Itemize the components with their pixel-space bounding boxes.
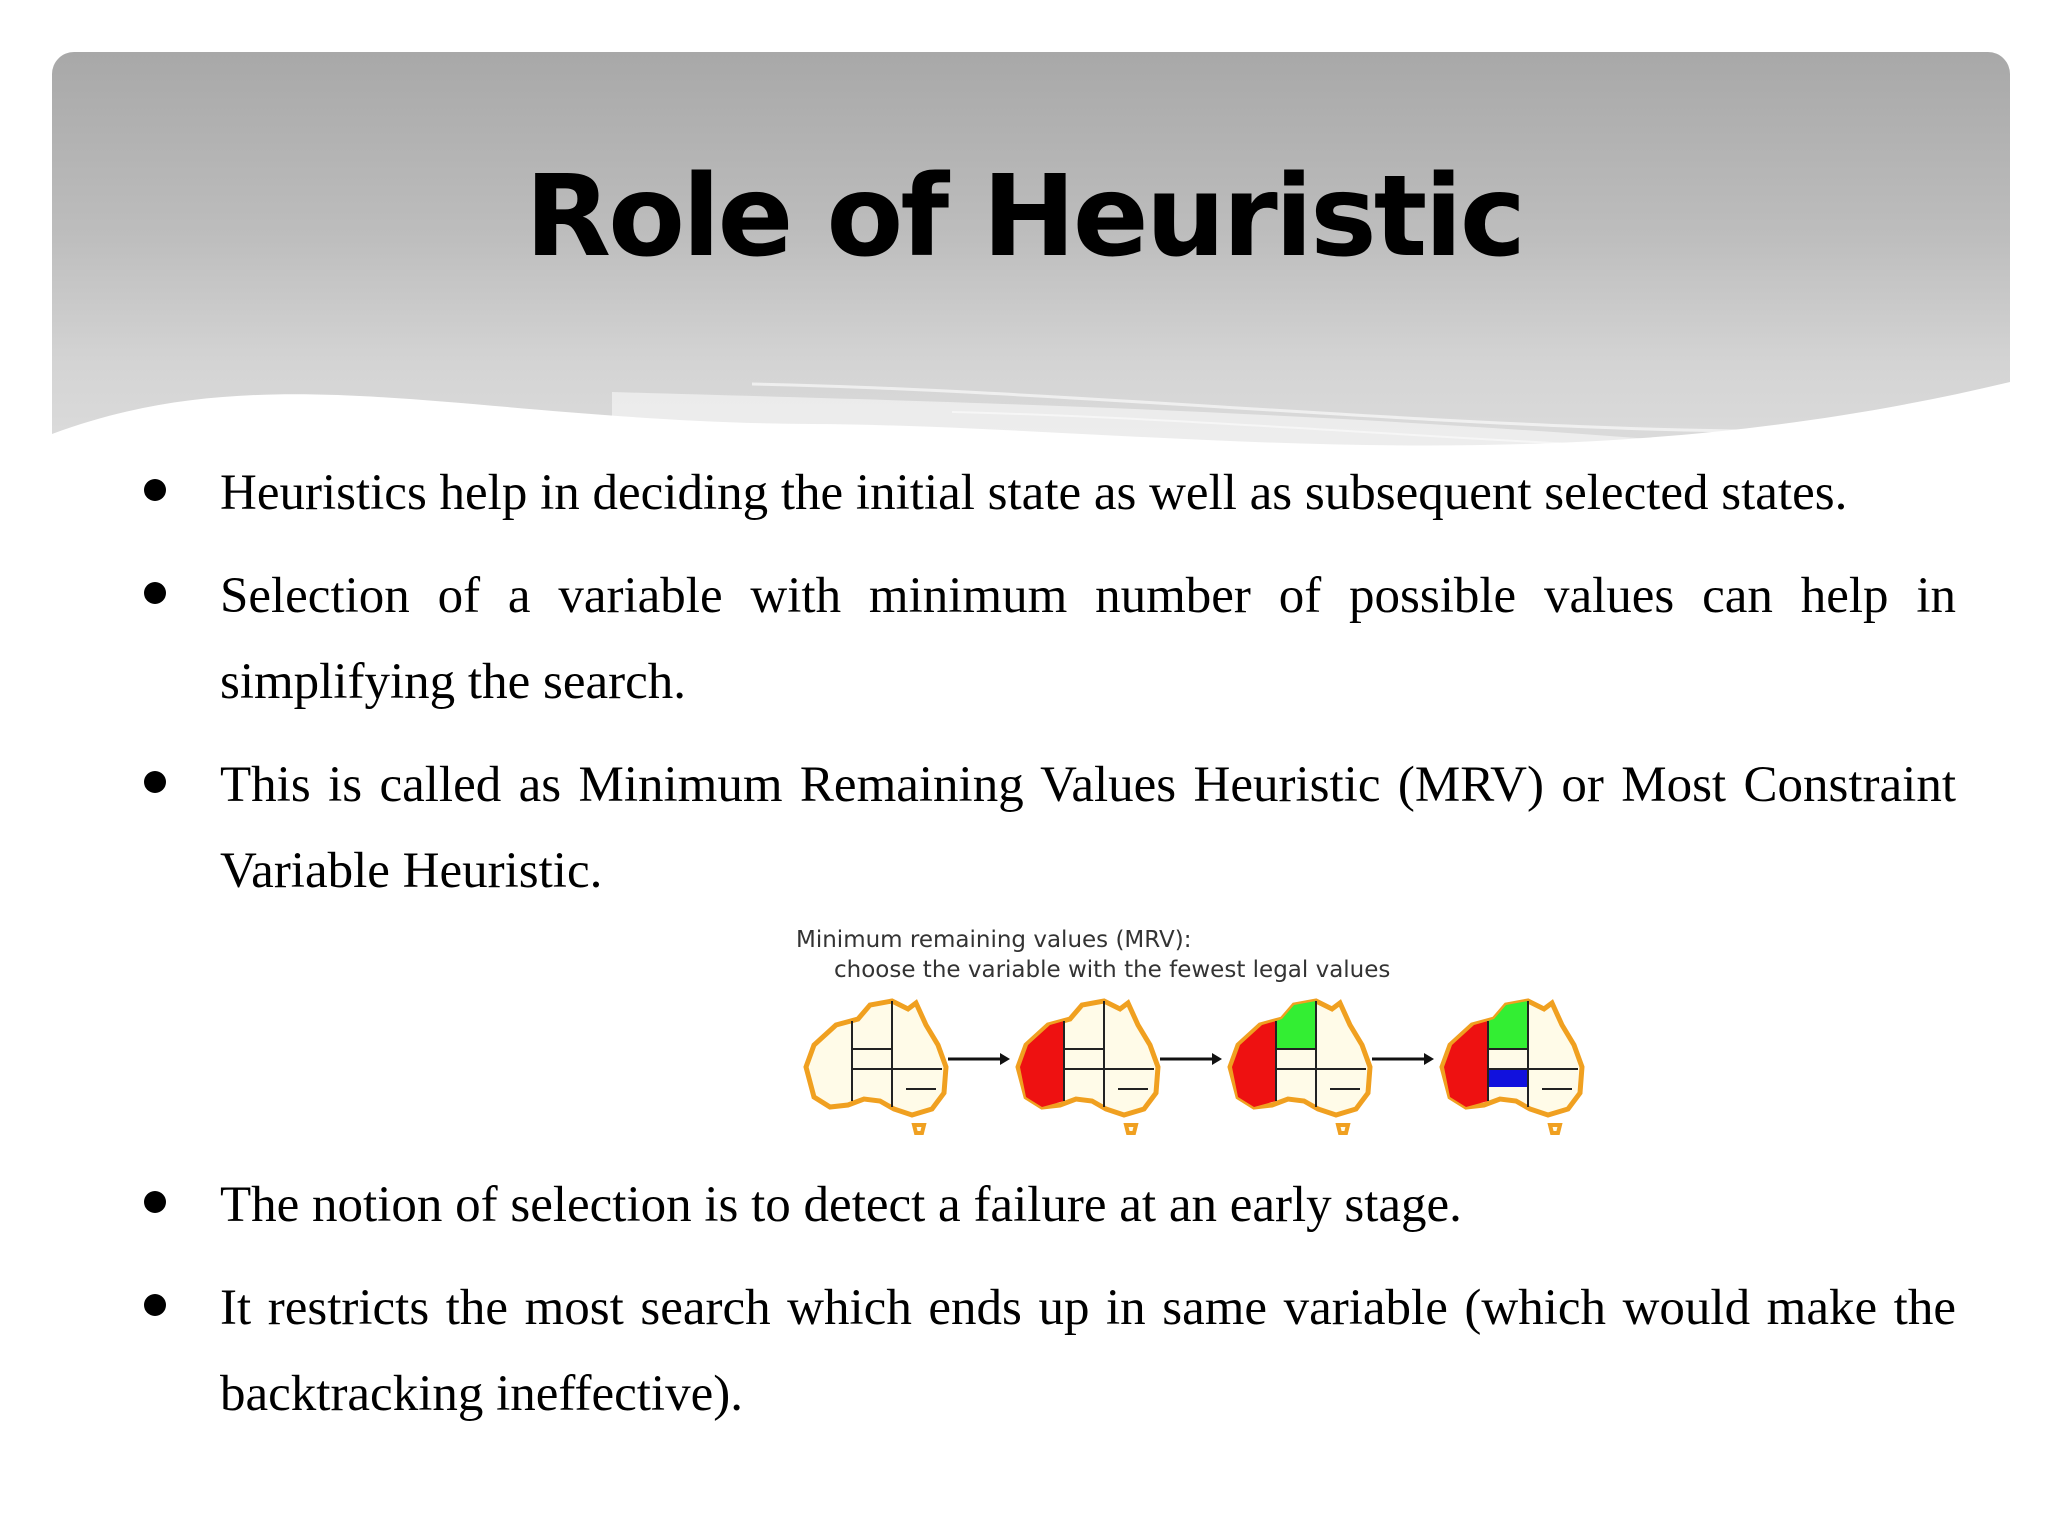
slide-title: Role of Heuristic: [524, 152, 1524, 282]
figure-caption-subtitle: choose the variable with the fewest legal values: [834, 957, 1391, 983]
mrv-figure: [796, 925, 1692, 1145]
bullet-dot-icon: [144, 1191, 166, 1213]
australia-map-4: [1442, 1001, 1582, 1133]
bullet-dot-icon: [144, 1294, 166, 1316]
bullet-item: [140, 1162, 1956, 1248]
australia-map-1: [806, 1001, 946, 1133]
bullet-text: Heuristics help in deciding the initial state as well as subsequent selected states.: [220, 465, 1848, 521]
bullet-dot-icon: [144, 771, 166, 793]
australia-map-sequence: [796, 997, 1612, 1137]
bullet-dot-icon: [144, 479, 166, 501]
bullet-list: [140, 450, 1956, 1454]
bullet-text: This is called as Minimum Remaining Values Heuristic (MRV) or Most Constraint Variable Heuristic.: [220, 757, 1956, 899]
australia-map-2: [1018, 1001, 1158, 1133]
bullet-text: It restricts the most search which ends up in same variable (which would make the backtracking ineffective).: [220, 1280, 1956, 1422]
arrow-1-head: [1000, 1053, 1010, 1065]
bullet-text: Selection of a variable with minimum number of possible values can help in simplifying the search.: [220, 568, 1956, 710]
arrow-2-head: [1212, 1053, 1222, 1065]
bullet-item: [140, 450, 1956, 536]
bullet-item: [140, 742, 1956, 914]
figure-caption-title: Minimum remaining values (MRV):: [796, 927, 1192, 953]
australia-map-3: [1230, 1001, 1370, 1133]
bullet-item: [140, 553, 1956, 725]
arrow-3-head: [1424, 1053, 1434, 1065]
bullet-dot-icon: [144, 582, 166, 604]
bullet-text: The notion of selection is to detect a failure at an early stage.: [220, 1177, 1462, 1233]
bullet-item: [140, 1265, 1956, 1437]
